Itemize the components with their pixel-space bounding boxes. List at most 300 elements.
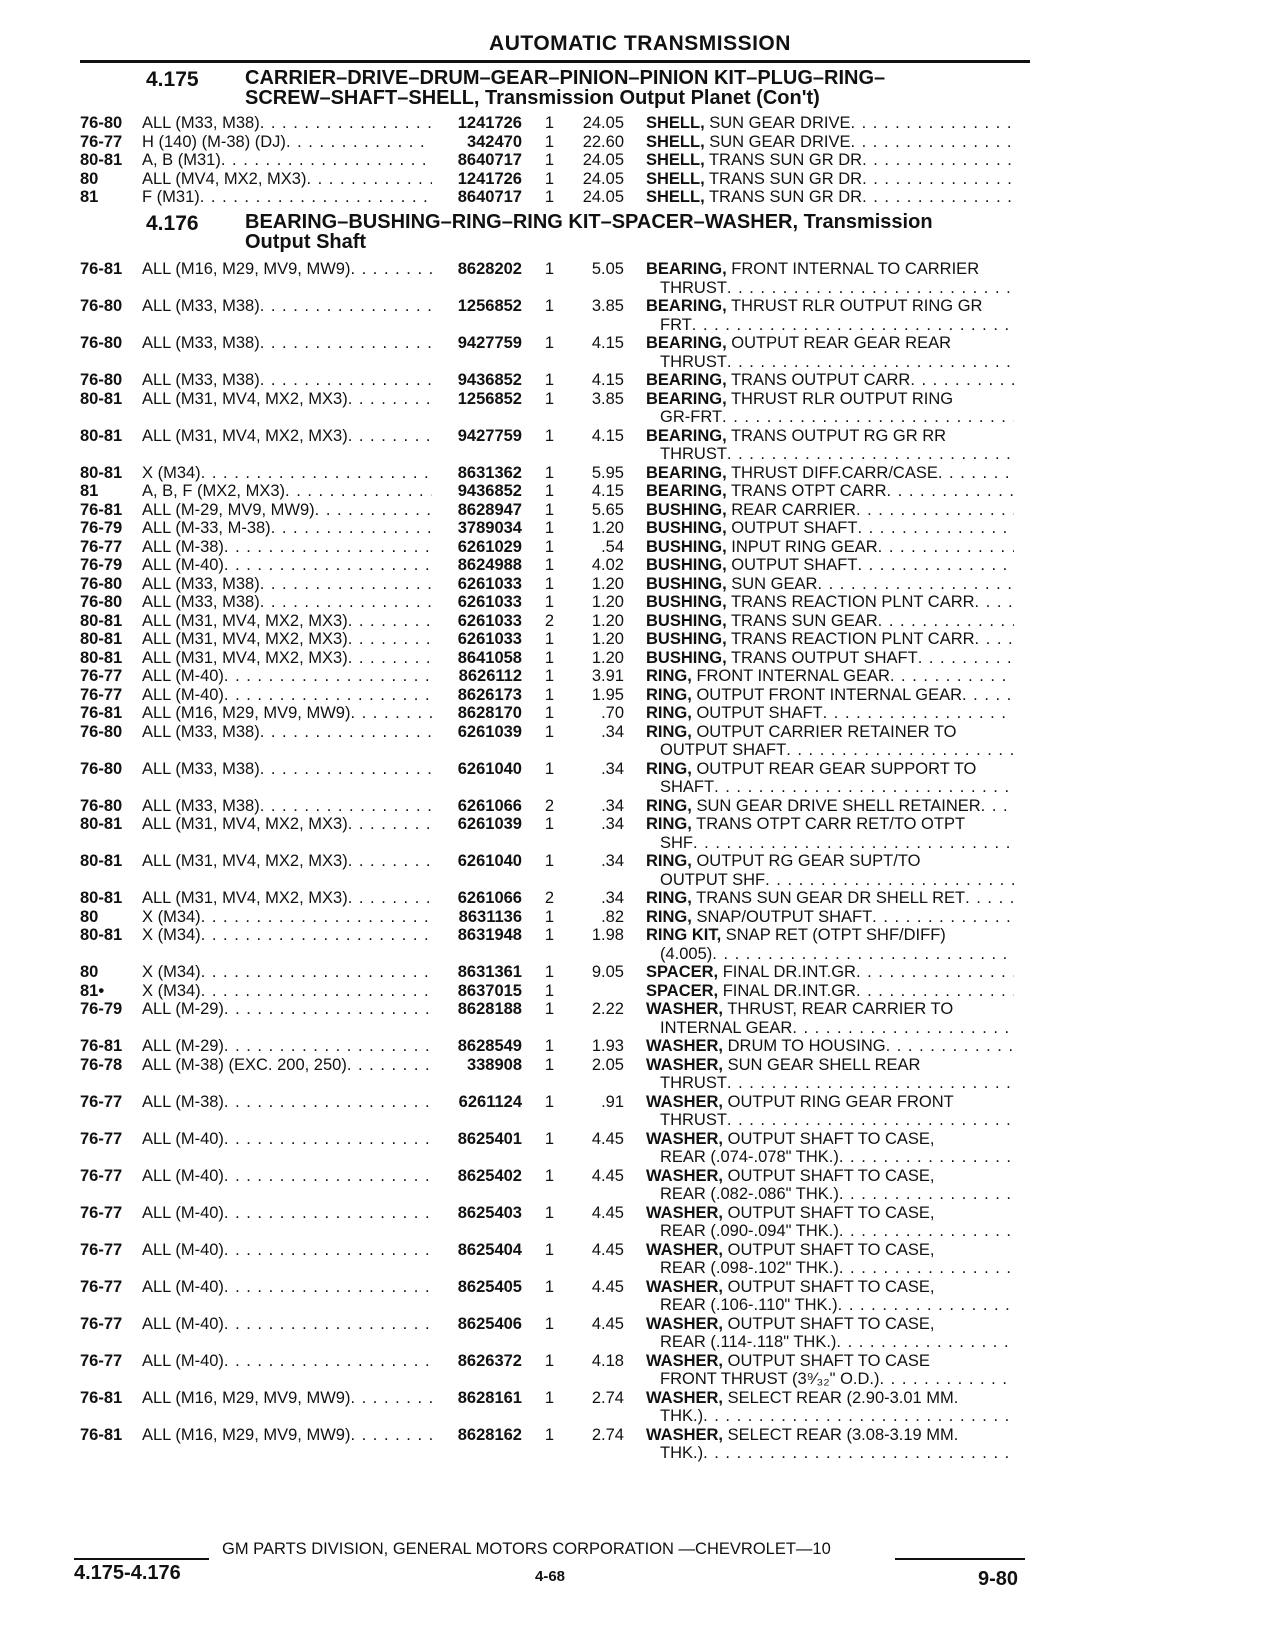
quantity-cell: 1 <box>544 1203 554 1222</box>
table-row <box>80 1167 1040 1204</box>
leader-dots <box>201 963 432 982</box>
leader-dots <box>224 1352 432 1371</box>
years-cell: 80-81 <box>80 815 123 833</box>
model-cell: ALL (M-29) . . . <box>142 1037 432 1056</box>
description-cell <box>646 797 1014 816</box>
part-number-cell: 8628188 <box>457 1000 522 1018</box>
leader-dots <box>890 667 1014 686</box>
leader-dots <box>962 686 1014 705</box>
part-description: TRANS SUN GEAR DR SHELL RET <box>696 889 966 907</box>
table-row <box>80 482 1040 501</box>
footer-section-range: 4.175-4.176 <box>74 1562 181 1584</box>
table-row <box>80 133 1040 152</box>
leader-dots <box>975 593 1014 612</box>
leader-dots <box>879 1370 1014 1389</box>
quantity-cell: 1 <box>544 1129 554 1148</box>
model-cell: H (140) (M-38) (DJ) . . . <box>142 133 432 152</box>
price-cell: 5.95 <box>591 463 624 482</box>
description-cell <box>646 926 1014 963</box>
years-cell: 76-77 <box>80 1166 123 1185</box>
model-cell: ALL (M-33, M-38) . . . <box>142 519 432 538</box>
leader-dots <box>224 1093 432 1112</box>
price-cell: 1.20 <box>591 648 624 667</box>
part-number-cell: 8625406 <box>457 1314 522 1333</box>
table-row <box>80 630 1040 649</box>
part-noun: RING, <box>646 759 692 778</box>
quantity-cell: 1 <box>544 556 554 574</box>
leader-dots <box>693 834 1014 853</box>
description-continued: FRT <box>660 315 692 334</box>
leader-dots <box>872 908 1014 927</box>
years-cell: 81 <box>80 188 99 206</box>
description-cell <box>646 1204 1014 1241</box>
price-cell: 1.20 <box>591 574 624 593</box>
leader-dots <box>260 723 432 742</box>
years-cell: 76-80 <box>80 297 123 315</box>
description-continued: THRUST <box>660 278 727 297</box>
table-row <box>80 114 1040 133</box>
model-cell: ALL (M-40) . . . <box>142 667 432 686</box>
part-noun: WASHER, <box>646 1388 724 1407</box>
description-continued: THK.) <box>660 1444 704 1462</box>
leader-dots <box>836 1333 1014 1352</box>
leader-dots <box>285 482 432 501</box>
leader-dots <box>260 114 432 133</box>
part-description: OUTPUT SHAFT TO CASE, <box>727 1240 935 1259</box>
quantity-cell: 1 <box>544 852 554 870</box>
description-cell <box>646 133 1014 152</box>
years-cell: 76-77 <box>80 132 123 151</box>
part-noun: BUSHING, <box>646 519 727 537</box>
leader-dots <box>260 334 432 353</box>
price-cell: .34 <box>601 759 624 778</box>
description-cell <box>646 593 1014 612</box>
quantity-cell: 1 <box>544 926 554 944</box>
leader-dots <box>823 704 1014 723</box>
table-row <box>80 889 1040 908</box>
table-row <box>80 1389 1040 1426</box>
part-noun: RING KIT, <box>646 926 722 944</box>
leader-dots <box>817 575 1014 594</box>
part-description: OUTPUT RG GEAR SUPT/TO <box>696 852 921 870</box>
model-cell: ALL (M-40) . . . <box>142 1352 432 1371</box>
description-cell <box>646 575 1014 594</box>
price-cell: 24.05 <box>582 114 624 132</box>
model-cell: ALL (M33, M38) . . . <box>142 575 432 594</box>
leader-dots <box>201 982 432 1001</box>
leader-dots <box>839 1222 1014 1241</box>
part-number-cell: 6261033 <box>457 630 522 648</box>
section-number: 4.176 <box>146 212 199 235</box>
description-cell <box>646 612 1014 631</box>
part-number-cell: 8628162 <box>457 1425 522 1444</box>
leader-dots <box>224 1037 432 1056</box>
price-cell: 2.22 <box>591 1000 624 1018</box>
description-continued: SHF <box>660 833 693 852</box>
part-description: TRANS OTPT CARR <box>730 482 887 500</box>
part-number-cell: 8628549 <box>457 1037 522 1055</box>
leader-dots <box>348 889 432 908</box>
part-description: OUTPUT SHAFT TO CASE, <box>727 1166 935 1185</box>
part-noun: WASHER, <box>646 1037 724 1055</box>
part-description: TRANS REACTION PLNT CARR <box>730 593 975 611</box>
part-noun: SHELL, <box>646 114 705 132</box>
years-cell: 76-77 <box>80 1277 123 1296</box>
years-cell: 76-77 <box>80 1092 123 1111</box>
part-description: DRUM TO HOUSING <box>727 1037 886 1055</box>
leader-dots <box>260 760 432 779</box>
part-number-cell: 8631136 <box>458 907 522 926</box>
description-cell <box>646 630 1014 649</box>
part-description: FRONT INTERNAL TO CARRIER <box>731 260 980 278</box>
section-title: BEARING–BUSHING–RING–RING KIT–SPACER–WASHER, Transmission Output Shaft <box>245 211 933 253</box>
years-cell: 80-81 <box>80 463 123 482</box>
leader-dots <box>838 1296 1014 1315</box>
description-continued: THK.) <box>660 1407 704 1425</box>
part-number-cell: 6261040 <box>457 759 522 778</box>
quantity-cell: 1 <box>544 1277 554 1296</box>
part-description: FINAL DR.INT.GR <box>722 981 856 1000</box>
quantity-cell: 1 <box>544 463 554 482</box>
leader-dots <box>260 575 432 594</box>
table-row <box>80 371 1040 390</box>
description-cell <box>646 1315 1014 1352</box>
description-cell <box>646 1093 1014 1130</box>
section-number: 4.175 <box>146 68 199 91</box>
model-cell: ALL (M-40) . . . <box>142 1204 432 1223</box>
part-number-cell: 6261124 <box>458 1092 522 1111</box>
description-continued: GR-FRT <box>660 408 723 426</box>
part-number-cell: 6261033 <box>457 574 522 593</box>
part-number-cell: 8626173 <box>457 685 522 704</box>
model-cell: ALL (M31, MV4, MX2, MX3) . . . <box>142 630 432 649</box>
description-cell <box>646 723 1014 760</box>
price-cell: 9.05 <box>591 963 624 981</box>
leader-dots <box>862 151 1014 170</box>
model-cell: ALL (M-38) (EXC. 200, 250) . . . <box>142 1056 432 1075</box>
description-continued: THRUST <box>660 445 727 463</box>
years-cell: 80-81 <box>80 630 123 648</box>
leader-dots <box>350 704 432 723</box>
model-cell: ALL (M31, MV4, MX2, MX3) . . . <box>142 889 432 908</box>
quantity-cell: 1 <box>544 685 554 704</box>
table-row <box>80 1037 1040 1056</box>
quantity-cell: 2 <box>544 611 554 630</box>
part-number-cell: 8631362 <box>457 463 522 482</box>
description-cell <box>646 188 1014 207</box>
leader-dots <box>221 151 432 170</box>
leader-dots <box>224 556 432 575</box>
years-cell: 80 <box>80 169 99 188</box>
leader-dots <box>692 316 1014 335</box>
leader-dots <box>765 871 1014 890</box>
years-cell: 80-81 <box>80 926 123 944</box>
section-title: CARRIER–DRIVE–DRUM–GEAR–PINION–PINION KIT–PLUG–RING– SCREW–SHAFT–SHELL, Transmission Output Planet (Con't) <box>245 67 886 109</box>
model-cell: ALL (M-38) . . . <box>142 1093 432 1112</box>
description-cell <box>646 170 1014 189</box>
part-number-cell: 1256852 <box>457 389 522 408</box>
quantity-cell: 1 <box>544 574 554 593</box>
part-number-cell: 8628170 <box>457 704 522 722</box>
description-cell <box>646 686 1014 705</box>
table-row <box>80 926 1040 963</box>
leader-dots <box>348 612 432 631</box>
price-cell: .34 <box>601 722 624 741</box>
part-description: OUTPUT SHAFT <box>696 704 823 722</box>
table-row <box>80 427 1040 464</box>
price-cell: 4.02 <box>591 556 624 574</box>
part-number-cell: 8625402 <box>457 1166 522 1185</box>
model-cell: ALL (M33, M38) . . . <box>142 797 432 816</box>
description-continued: THRUST <box>660 1111 727 1129</box>
price-cell: 4.18 <box>591 1351 624 1370</box>
description-cell <box>646 1056 1014 1093</box>
leader-dots <box>862 188 1014 207</box>
table-row <box>80 963 1040 982</box>
description-cell <box>646 852 1014 889</box>
part-number-cell: 8626372 <box>457 1351 522 1370</box>
price-cell: .34 <box>601 815 624 833</box>
price-cell: 3.85 <box>591 297 624 315</box>
leader-dots <box>878 612 1014 631</box>
part-noun: RING, <box>646 685 692 704</box>
quantity-cell: 1 <box>544 426 554 445</box>
parts-table-4-175 <box>80 114 1040 207</box>
leader-dots <box>839 1148 1014 1167</box>
part-description: TRANS SUN GEAR <box>730 611 878 630</box>
part-noun: WASHER, <box>646 1055 724 1074</box>
price-cell: 24.05 <box>582 151 624 169</box>
part-description: THRUST DIFF.CARR/CASE <box>730 463 938 482</box>
part-number-cell: 9427759 <box>457 334 522 352</box>
price-cell: 4.45 <box>591 1314 624 1333</box>
leader-dots <box>712 945 1014 964</box>
quantity-cell: 1 <box>544 500 554 519</box>
leader-dots <box>348 630 432 649</box>
table-row <box>80 982 1040 1001</box>
leader-dots <box>260 297 432 316</box>
description-continued: REAR (.106-.110" THK.) <box>660 1296 838 1314</box>
leader-dots <box>938 464 1014 483</box>
quantity-cell: 1 <box>544 963 554 981</box>
leader-dots <box>224 1315 432 1334</box>
description-cell <box>646 1130 1014 1167</box>
description-cell <box>646 1352 1014 1389</box>
years-cell: 76-80 <box>80 759 123 778</box>
part-noun: SHELL, <box>646 188 705 206</box>
years-cell: 76-77 <box>80 1240 123 1259</box>
footer-rule-right <box>895 1558 1025 1560</box>
part-noun: WASHER, <box>646 1092 724 1111</box>
leader-dots <box>348 815 432 834</box>
price-cell: 1.98 <box>591 926 624 944</box>
part-description: TRANS OUTPUT SHAFT <box>730 648 918 667</box>
part-noun: SHELL, <box>646 169 705 188</box>
price-cell: 24.05 <box>582 169 624 188</box>
quantity-cell: 1 <box>544 334 554 352</box>
leader-dots <box>839 1185 1014 1204</box>
years-cell: 76-81 <box>80 260 123 278</box>
leader-dots <box>878 538 1014 557</box>
years-cell: 76-81 <box>80 1425 123 1444</box>
leader-dots <box>887 482 1014 501</box>
part-description: TRANS SUN GR DR <box>708 151 863 169</box>
part-noun: RING, <box>646 704 692 722</box>
part-description: FRONT INTERNAL GEAR <box>696 667 890 685</box>
leader-dots <box>850 114 1014 133</box>
part-number-cell: 6261033 <box>457 611 522 630</box>
part-noun: RING, <box>646 889 692 907</box>
part-description: OUTPUT SHAFT TO CASE, <box>727 1129 935 1148</box>
quantity-cell: 1 <box>544 1000 554 1018</box>
table-row <box>80 297 1040 334</box>
model-cell: ALL (M16, M29, MV9, MW9) . . . <box>142 1426 432 1445</box>
price-cell: 1.93 <box>591 1037 624 1055</box>
part-number-cell: 8628161 <box>457 1388 522 1407</box>
part-description: SELECT REAR (3.08-3.19 MM. <box>727 1425 959 1444</box>
table-row <box>80 686 1040 705</box>
quantity-cell: 2 <box>544 796 554 815</box>
part-number-cell: 6261039 <box>457 815 522 833</box>
table-row <box>80 723 1040 760</box>
years-cell: 76-77 <box>80 1351 123 1370</box>
years-cell: 80 <box>80 907 99 926</box>
table-row <box>80 612 1040 631</box>
table-row <box>80 1000 1040 1037</box>
footer-date-code: 9-80 <box>978 1568 1019 1590</box>
leader-dots <box>727 279 1014 298</box>
leader-dots <box>306 170 432 189</box>
part-description: INPUT RING GEAR <box>731 537 878 556</box>
part-number-cell: 3789034 <box>457 519 522 537</box>
quantity-cell: 1 <box>544 593 554 611</box>
part-description: OUTPUT SHAFT TO CASE, <box>727 1277 935 1296</box>
quantity-cell: 1 <box>544 981 554 1000</box>
description-cell <box>646 297 1014 334</box>
part-description: OUTPUT CARRIER RETAINER TO <box>696 722 957 741</box>
part-description: OUTPUT SHAFT TO CASE, <box>727 1314 935 1333</box>
leader-dots <box>722 408 1014 427</box>
years-cell: 76-81 <box>80 1037 123 1055</box>
price-cell: 24.05 <box>582 188 624 206</box>
model-cell: ALL (M16, M29, MV9, MW9) . . . <box>142 704 432 723</box>
model-cell: ALL (M33, M38) . . . <box>142 593 432 612</box>
years-cell: 80-81 <box>80 389 123 408</box>
model-cell: ALL (M-40) . . . <box>142 1315 432 1334</box>
table-row <box>80 188 1040 207</box>
years-cell: 76-77 <box>80 1314 123 1333</box>
part-number-cell: 8625403 <box>457 1203 522 1222</box>
model-cell: ALL (M33, M38) . . . <box>142 334 432 353</box>
leader-dots <box>727 1074 1014 1093</box>
price-cell: 4.45 <box>591 1240 624 1259</box>
quantity-cell: 1 <box>544 482 554 500</box>
table-row <box>80 260 1040 297</box>
description-continued: REAR (.114-.118" THK.) <box>660 1333 837 1351</box>
table-row <box>80 556 1040 575</box>
leader-dots <box>224 1204 432 1223</box>
leader-dots <box>347 1056 432 1075</box>
quantity-cell: 1 <box>544 1314 554 1333</box>
quantity-cell: 2 <box>544 889 554 907</box>
description-cell <box>646 464 1014 483</box>
years-cell: 76-77 <box>80 1129 123 1148</box>
leader-dots <box>224 667 432 686</box>
years-cell: 80-81 <box>80 611 123 630</box>
part-number-cell: 6261039 <box>457 722 522 741</box>
years-cell: 76-80 <box>80 114 123 132</box>
model-cell: ALL (M16, M29, MV9, MW9) . . . <box>142 1389 432 1408</box>
leader-dots <box>714 778 1014 797</box>
price-cell: .91 <box>601 1092 624 1111</box>
description-cell <box>646 114 1014 133</box>
part-noun: WASHER, <box>646 1314 724 1333</box>
part-noun: BEARING, <box>646 297 727 315</box>
description-cell <box>646 556 1014 575</box>
leader-dots <box>315 501 432 520</box>
years-cell: 81• <box>80 981 105 1000</box>
description-cell <box>646 760 1014 797</box>
part-noun: BUSHING, <box>646 593 727 611</box>
model-cell: ALL (M-40) . . . <box>142 686 432 705</box>
description-cell <box>646 982 1014 1001</box>
description-cell <box>646 1000 1014 1037</box>
part-noun: BEARING, <box>646 482 727 500</box>
model-cell: ALL (M31, MV4, MX2, MX3) . . . <box>142 390 432 409</box>
description-cell <box>646 1426 1014 1463</box>
leader-dots <box>348 649 432 668</box>
table-row <box>80 1093 1040 1130</box>
part-description: OUTPUT SHAFT TO CASE, <box>727 1203 935 1222</box>
model-cell: ALL (M-29, MV9, MW9) . . . <box>142 501 432 520</box>
part-noun: WASHER, <box>646 1203 724 1222</box>
price-cell: 22.60 <box>582 132 624 151</box>
years-cell: 76-79 <box>80 1000 123 1018</box>
description-cell <box>646 649 1014 668</box>
years-cell: 76-81 <box>80 1388 123 1407</box>
quantity-cell: 1 <box>544 722 554 741</box>
description-cell <box>646 371 1014 390</box>
table-row <box>80 1278 1040 1315</box>
footer-page-number: 4-68 <box>535 1568 566 1585</box>
part-noun: BUSHING, <box>646 537 727 556</box>
years-cell: 76-80 <box>80 796 123 815</box>
description-continued: REAR (.074-.078" THK.) <box>660 1148 839 1166</box>
leader-dots <box>910 371 1014 390</box>
part-number-cell: 8625405 <box>457 1277 522 1296</box>
part-noun: RING, <box>646 907 692 926</box>
description-continued: THRUST <box>660 1074 727 1092</box>
part-noun: BEARING, <box>646 260 727 278</box>
price-cell: 3.85 <box>591 389 624 408</box>
leader-dots <box>348 427 432 446</box>
years-cell: 80-81 <box>80 852 123 870</box>
part-noun: RING, <box>646 667 692 685</box>
model-cell: ALL (M33, M38) . . . <box>142 723 432 742</box>
quantity-cell: 1 <box>544 519 554 537</box>
table-row <box>80 1426 1040 1463</box>
model-cell: ALL (M-29) . . . <box>142 1000 432 1019</box>
quantity-cell: 1 <box>544 188 554 206</box>
part-number-cell: 6261029 <box>457 537 522 556</box>
model-cell: ALL (M33, M38) . . . <box>142 114 432 133</box>
quantity-cell: 1 <box>544 537 554 556</box>
leader-dots <box>224 1000 432 1019</box>
footer-credit: GM PARTS DIVISION, GENERAL MOTORS CORPORATION —CHEVROLET—10 <box>222 1540 831 1558</box>
part-noun: BUSHING, <box>646 574 727 593</box>
quantity-cell: 1 <box>544 132 554 151</box>
price-cell: 2.74 <box>591 1425 624 1444</box>
